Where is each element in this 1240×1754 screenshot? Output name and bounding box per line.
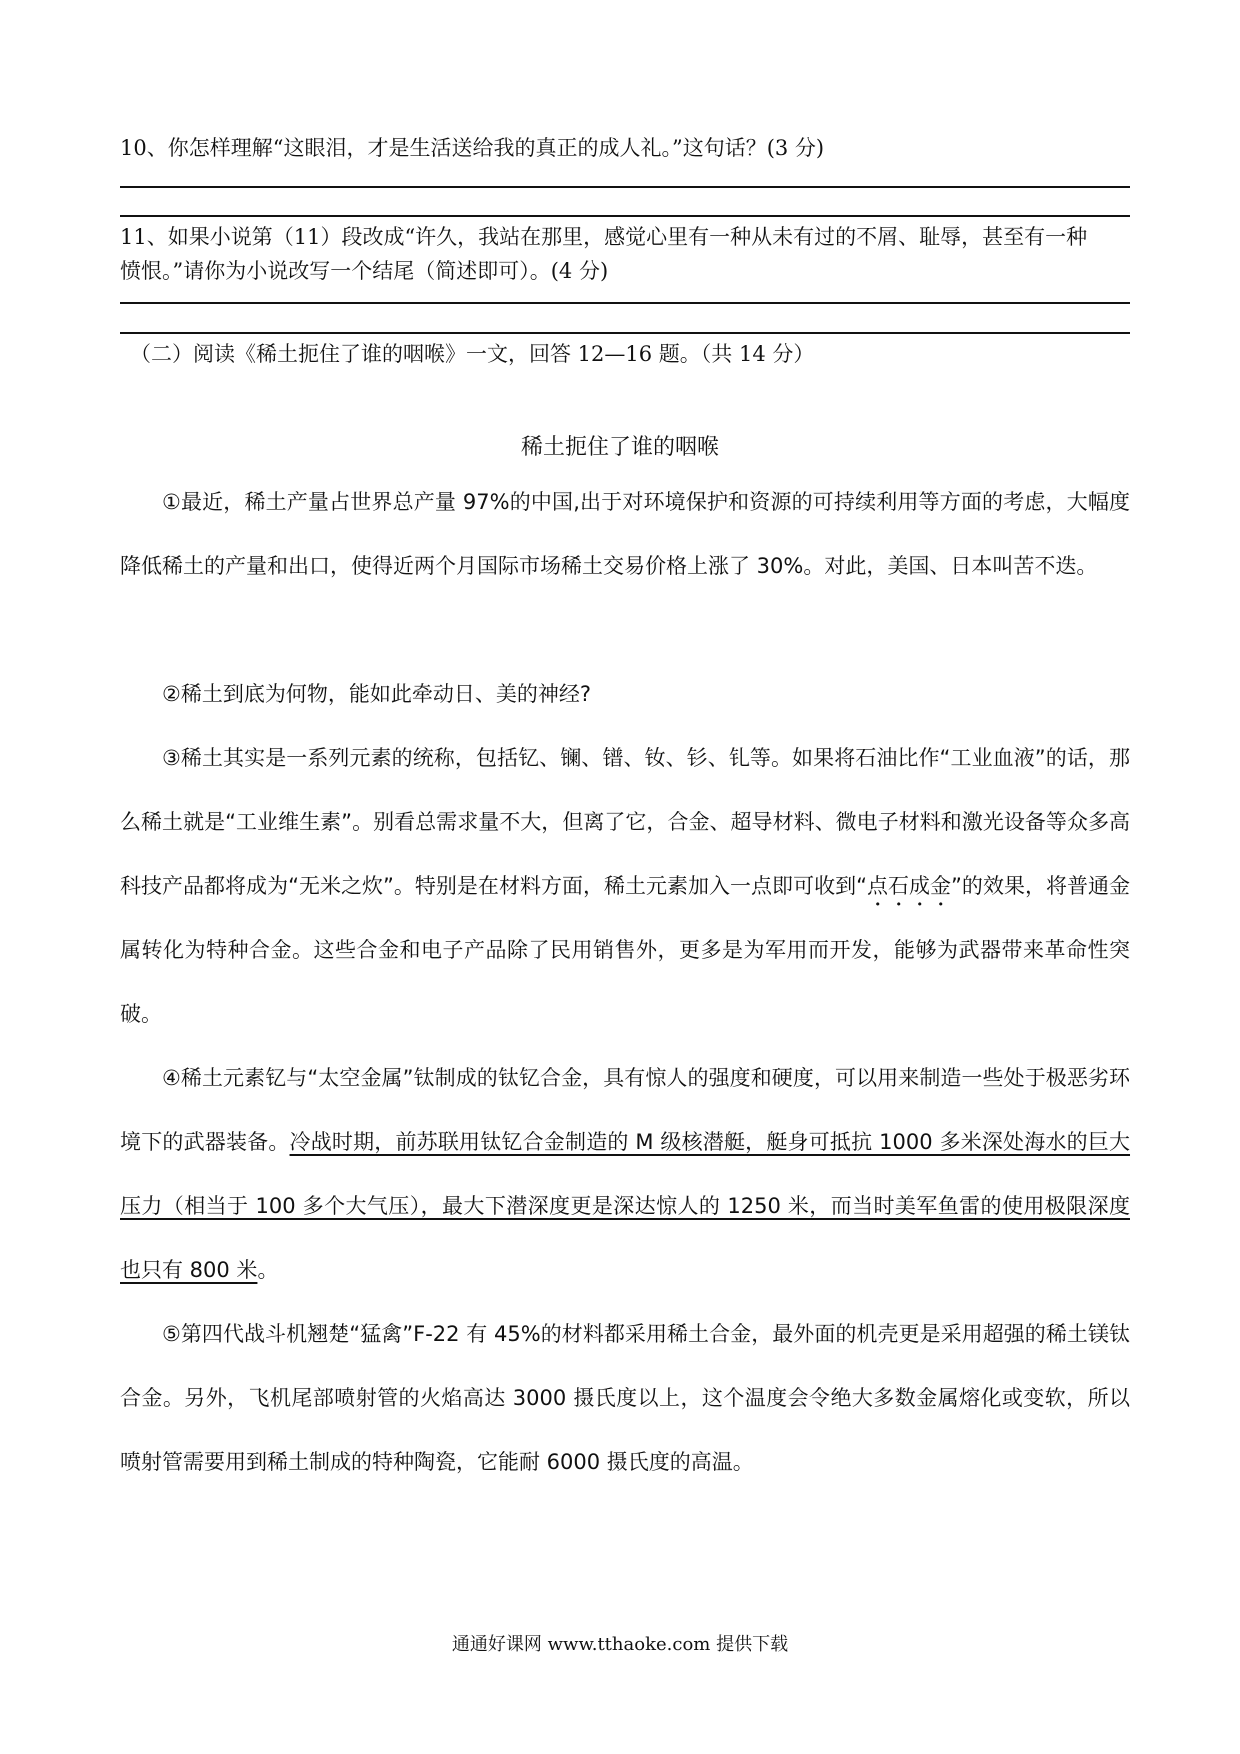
question-11-line-2: 愤恨。”请你为小说改写一个结尾（简述即可）。(4 分) <box>120 259 609 283</box>
answer-line-q10-a <box>120 186 1130 188</box>
question-10: 10、你怎样理解“这眼泪，才是生活送给我的真正的成人礼。”这句话？(3 分) <box>120 136 825 160</box>
paragraph-4-text-b: 。 <box>257 1258 279 1282</box>
paragraph-4-text-a: ④稀土元素钇与“太空金属”钛制成的钛钇合金，具有惊人的强度和硬度，可以用来制造一些处于极恶劣环境下的武器装备。 <box>120 1066 1130 1154</box>
emphasized-idiom: 点石成金 <box>866 874 952 898</box>
answer-line-q11-a <box>120 302 1130 304</box>
answer-line-q10-b <box>120 215 1130 217</box>
footer-credit: 通通好课网 www.tthaoke.com 提供下载 <box>451 1634 789 1655</box>
paragraph-3-text-a: ③稀土其实是一系列元素的统称，包括钇、镧、镨、钕、钐、钆等。如果将石油比作“工业血液”的话，那么稀土就是“工业维生素”。别看总需求量不大，但离了它，合金、超导材料、微电子材料和激光设备等众多高科技产品都将成为“无米之炊”。特别是在材料方面，稀土元素加入一点即可收到“ <box>120 746 1130 898</box>
paragraph-3-text-b: ”的效果，将普通金属转化为特种合金。这些合金和电子产品除了民用销售外，更多是为军用而开发，能够为武器带来革命性突破。 <box>120 874 1131 1026</box>
paragraph-5: ⑤第四代战斗机翘楚“猛禽”F-22 有 45%的材料都采用稀土合金，最外面的机壳更是采用超强的稀土镁钛合金。另外，飞机尾部喷射管的火焰高达 3000 摄氏度以上，这个温度会令绝大多数金属熔化或变软，所以喷射管需要用到稀土制成的特种陶瓷，它能耐 6000 摄氏度的高温。 <box>120 1322 1130 1474</box>
section-heading: （二）阅读《稀土扼住了谁的咽喉》一文，回答 12—16 题。（共 14 分） <box>130 342 815 366</box>
paragraph-3 <box>120 726 1130 1046</box>
underlined-passage: 冷战时期，前苏联用钛钇合金制造的 M 级核潜艇，艇身可抵抗 1000 多米深处海水的巨大压力（相当于 100 多个大气压），最大下潜深度更是深达惊人的 1250 米，而当时美军鱼雷的使用极限深度也只有 800 米 <box>120 1130 1131 1282</box>
question-11 <box>120 220 1130 288</box>
paragraph-2: ②稀土到底为何物，能如此牵动日、美的神经? <box>162 682 591 706</box>
paragraph-4 <box>120 1046 1130 1302</box>
answer-line-q11-b <box>120 332 1130 334</box>
question-11-line-1: 11、如果小说第（11）段改成“许久，我站在那里，感觉心里有一种从未有过的不屑、耻辱，甚至有一种 <box>120 225 1088 249</box>
article-title: 稀土扼住了谁的咽喉 <box>520 435 719 460</box>
paragraph-1: ①最近，稀土产量占世界总产量 97%的中国,出于对环境保护和资源的可持续利用等方面的考虑，大幅度降低稀土的产量和出口，使得近两个月国际市场稀土交易价格上涨了 30%。对此，美国、日本叫苦不迭。 <box>120 490 1130 578</box>
